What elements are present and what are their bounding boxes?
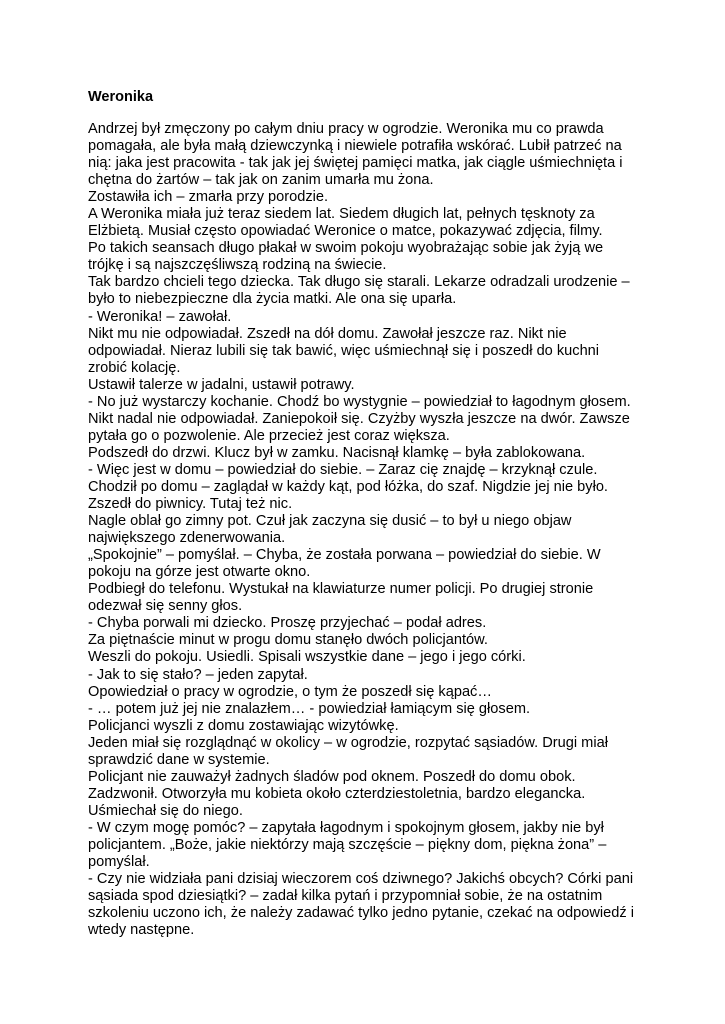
text-line: pomyślał.	[88, 854, 150, 871]
text-line: - W czym mogę pomóc? – zapytała łagodnym i spokojnym głosem, jakby nie był	[88, 819, 604, 836]
text-line: nią: jaka jest pracowita - tak jak jej świętej pamięci matka, jak ciągle uśmiechnięta i	[88, 155, 623, 172]
text-line: było to niebezpieczne dla życia matki. Ale ona się uparła.	[88, 291, 457, 308]
text-line: Jeden miał się rozglądnąć w okolicy – w ogrodzie, rozpytać sąsiadów. Drugi miał	[88, 734, 608, 751]
text-line: Ustawił talerze w jadalni, ustawił potrawy.	[88, 376, 355, 393]
text-line: Zszedł do piwnicy. Tutaj też nic.	[88, 496, 293, 513]
text-line: Uśmiechał się do niego.	[88, 802, 243, 819]
text-line: sprawdzić dane w systemie.	[88, 751, 270, 768]
text-line: Zostawiła ich – zmarła przy porodzie.	[88, 189, 329, 206]
text-line: odpowiadał. Nieraz lubili się tak bawić, więc uśmiechnął się i poszedł do kuchni	[88, 342, 600, 359]
text-line: - Chyba porwali mi dziecko. Proszę przyjechać – podał adres.	[88, 615, 487, 632]
text-line: - … potem już jej nie znalazłem… - powiedział łamiącym się głosem.	[88, 700, 531, 717]
text-line: Za piętnaście minut w progu domu stanęło dwóch policjantów.	[88, 632, 488, 649]
text-line: policjantem. „Boże, jakie niektórzy mają szczęście – piękny dom, piękna żona” –	[88, 836, 607, 853]
text-line: Zadzwonił. Otworzyła mu kobieta około czterdziestoletnia, bardzo elegancka.	[88, 785, 586, 802]
text-line: - Więc jest w domu – powiedział do siebie. – Zaraz cię znajdę – krzyknął czule.	[88, 461, 598, 478]
text-line: Tak bardzo chcieli tego dziecka. Tak długo się starali. Lekarze odradzali urodzenie –	[88, 274, 630, 291]
text-line: pytała go o pozwolenie. Ale przecież jest coraz większa.	[88, 427, 450, 444]
text-line: pomagała, ale była małą dziewczynką i niewiele potrafiła wskórać. Lubił patrzeć na	[88, 138, 622, 155]
text-line: Weszli do pokoju. Usiedli. Spisali wszystkie dane – jego i jego córki.	[88, 649, 526, 666]
text-line: „Spokojnie” – pomyślał. – Chyba, że została porwana – powiedział do siebie. W	[88, 547, 601, 564]
document-body	[88, 121, 648, 939]
text-line: Policjant nie zauważył żadnych śladów pod oknem. Poszedł do domu obok.	[88, 768, 576, 785]
text-line: szkoleniu uczono ich, że należy zadawać tylko jedno pytanie, czekać na odpowiedź i	[88, 905, 634, 922]
text-line: trójkę i są najszczęśliwszą rodziną na świecie.	[88, 257, 387, 274]
text-line: zrobić kolację.	[88, 359, 181, 376]
text-line: A Weronika miała już teraz siedem lat. Siedem długich lat, pełnych tęsknoty za	[88, 206, 595, 223]
text-line: - Jak to się stało? – jeden zapytał.	[88, 666, 308, 683]
text-line: Podbiegł do telefonu. Wystukał na klawiaturze numer policji. Po drugiej stronie	[88, 581, 594, 598]
text-line: pokoju na górze jest otwarte okno.	[88, 564, 311, 581]
text-line: chętna do żartów – tak jak on zanim umarła mu żona.	[88, 172, 434, 189]
document-title: Weronika	[88, 89, 154, 105]
text-line: Chodził po domu – zaglądał w każdy kąt, pod łóżka, do szaf. Nigdzie jej nie było.	[88, 478, 608, 495]
text-line: Policjanci wyszli z domu zostawiając wizytówkę.	[88, 717, 399, 734]
text-line: Nikt nadal nie odpowiadał. Zaniepokoił się. Czyżby wyszła jeszcze na dwór. Zawsze	[88, 410, 630, 427]
text-line: odezwał się senny głos.	[88, 598, 243, 615]
text-line: - Weronika! – zawołał.	[88, 308, 232, 325]
text-line: - No już wystarczy kochanie. Chodź bo wystygnie – powiedział to łagodnym głosem.	[88, 393, 631, 410]
text-line: Andrzej był zmęczony po całym dniu pracy w ogrodzie. Weronika mu co prawda	[88, 121, 604, 137]
text-line: Elżbietą. Musiał często opowiadać Weronice o matce, pokazywać zdjęcia, filmy.	[88, 223, 603, 240]
text-line: Nagle oblał go zimny pot. Czuł jak zaczyna się dusić – to był u niego objaw	[88, 513, 572, 530]
text-line: sąsiada spod dziesiątki? – zadał kilka pytań i przypomniał sobie, że na ostatnim	[88, 888, 603, 905]
text-line: Podszedł do drzwi. Klucz był w zamku. Nacisnął klamkę – była zablokowana.	[88, 444, 586, 461]
text-line: Po takich seansach długo płakał w swoim pokoju wyobrażając sobie jak żyją we	[88, 240, 604, 257]
text-line: Opowiedział o pracy w ogrodzie, o tym że poszedł się kąpać…	[88, 683, 492, 700]
text-line: Nikt mu nie odpowiadał. Zszedł na dół domu. Zawołał jeszcze raz. Nikt nie	[88, 325, 567, 342]
text-line: największego zdenerwowania.	[88, 530, 286, 547]
text-line: wtedy następne.	[88, 922, 195, 939]
text-line: - Czy nie widziała pani dzisiaj wieczorem coś dziwnego? Jakichś obcych? Córki pani	[88, 871, 634, 888]
